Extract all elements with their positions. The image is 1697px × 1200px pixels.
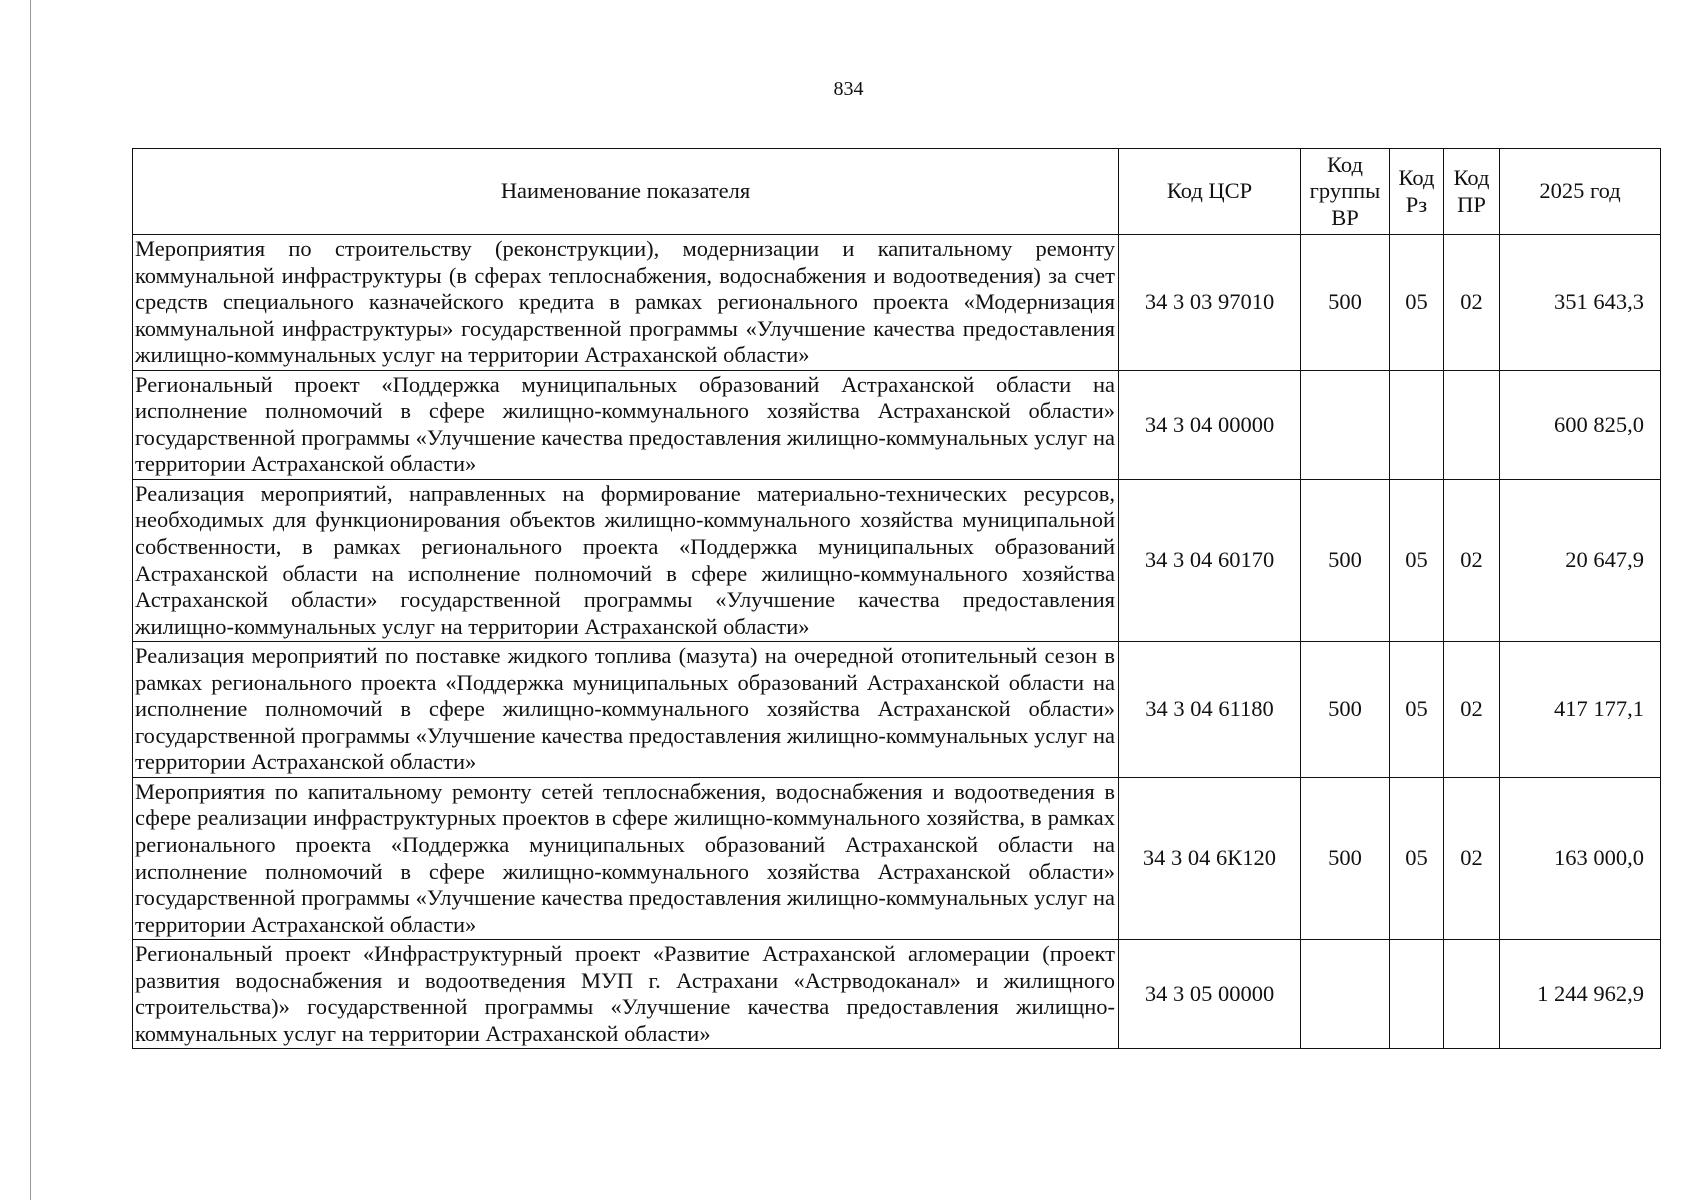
budget-table: [132, 148, 1661, 1049]
row-csr: 34 3 04 00000: [1119, 370, 1301, 479]
row-amount: 600 825,0: [1500, 370, 1661, 479]
header-rz: Код Рз: [1390, 149, 1444, 235]
row-rz: [1390, 370, 1444, 479]
row-pr: [1444, 370, 1500, 479]
row-pr: [1444, 940, 1500, 1049]
row-csr: 34 3 04 60170: [1119, 479, 1301, 641]
row-amount: 351 643,3: [1500, 235, 1661, 371]
row-vr: 500: [1301, 777, 1390, 939]
table-row: [133, 479, 1661, 641]
table-row: [133, 235, 1661, 371]
row-amount: 163 000,0: [1500, 777, 1661, 939]
table-row: [133, 642, 1661, 778]
row-vr: 500: [1301, 235, 1390, 371]
page-margin-line: [30, 0, 31, 1200]
row-amount: 1 244 962,9: [1500, 940, 1661, 1049]
row-vr: [1301, 940, 1390, 1049]
row-vr: 500: [1301, 642, 1390, 778]
header-csr: Код ЦСР: [1119, 149, 1301, 235]
table-row: [133, 370, 1661, 479]
row-csr: 34 3 05 00000: [1119, 940, 1301, 1049]
row-pr: 02: [1444, 642, 1500, 778]
row-rz: 05: [1390, 479, 1444, 641]
row-vr: 500: [1301, 479, 1390, 641]
row-pr: 02: [1444, 479, 1500, 641]
page-number: 834: [833, 78, 864, 100]
table-row: [133, 940, 1661, 1049]
row-rz: 05: [1390, 777, 1444, 939]
row-amount: 20 647,9: [1500, 479, 1661, 641]
row-csr: 34 3 04 61180: [1119, 642, 1301, 778]
row-rz: 05: [1390, 235, 1444, 371]
header-vr: Код группы ВР: [1301, 149, 1390, 235]
row-rz: 05: [1390, 642, 1444, 778]
table-row: [133, 777, 1661, 939]
row-name: Мероприятия по капитальному ремонту сетей теплоснабжения, водоснабжения и водоотведения в сфере реализации инфраструктурных проектов в сфере жилищно-коммунального хозяйства, в рамках регионального проекта «Поддержка муниципальных образований Астраханской области на исполнение полномочий в сфере жилищно-коммунального хозяйства Астраханской области» государственной программы «Улучшение качества предоставления жилищно-коммунальных услуг на территории Астраханской области»: [133, 777, 1119, 939]
row-name: Реализация мероприятий, направленных на формирование материально-технических ресурсов, необходимых для функционирования объектов жилищно-коммунального хозяйства муниципальной собственности, в рамках регионального проекта «Поддержка муниципальных образований Астраханской области на исполнение полномочий в сфере жилищно-коммунального хозяйства Астраханской области» государственной программы «Улучшение качества предоставления жилищно-коммунальных услуг на территории Астраханской области»: [133, 479, 1119, 641]
table-header-row: [133, 149, 1661, 235]
header-pr: Код ПР: [1444, 149, 1500, 235]
row-name: Региональный проект «Инфраструктурный проект «Развитие Астраханской агломерации (проект развития водоснабжения и водоотведения МУП г. Астрахани «Астрводоканал» и жилищного строительства)» государственной программы «Улучшение качества предоставления жилищно-коммунальных услуг на территории Астраханской области»: [133, 940, 1119, 1049]
row-csr: 34 3 03 97010: [1119, 235, 1301, 371]
row-name: Реализация мероприятий по поставке жидкого топлива (мазута) на очередной отопительный сезон в рамках регионального проекта «Поддержка муниципальных образований Астраханской области на исполнение полномочий в сфере жилищно-коммунального хозяйства Астраханской области» государственной программы «Улучшение качества предоставления жилищно-коммунальных услуг на территории Астраханской области»: [133, 642, 1119, 778]
row-vr: [1301, 370, 1390, 479]
row-name: Мероприятия по строительству (реконструкции), модернизации и капитальному ремонту коммунальной инфраструктуры (в сферах теплоснабжения, водоснабжения и водоотведения) за счет средств специального казначейского кредита в рамках регионального проекта «Модернизация коммунальной инфраструктуры» государственной программы «Улучшение качества предоставления жилищно-коммунальных услуг на территории Астраханской области»: [133, 235, 1119, 371]
row-amount: 417 177,1: [1500, 642, 1661, 778]
row-csr: 34 3 04 6К120: [1119, 777, 1301, 939]
row-pr: 02: [1444, 777, 1500, 939]
header-year: 2025 год: [1500, 149, 1661, 235]
row-name: Региональный проект «Поддержка муниципальных образований Астраханской области на исполнение полномочий в сфере жилищно-коммунального хозяйства Астраханской области» государственной программы «Улучшение качества предоставления жилищно-коммунальных услуг на территории Астраханской области»: [133, 370, 1119, 479]
header-name: Наименование показателя: [133, 149, 1119, 235]
row-pr: 02: [1444, 235, 1500, 371]
row-rz: [1390, 940, 1444, 1049]
